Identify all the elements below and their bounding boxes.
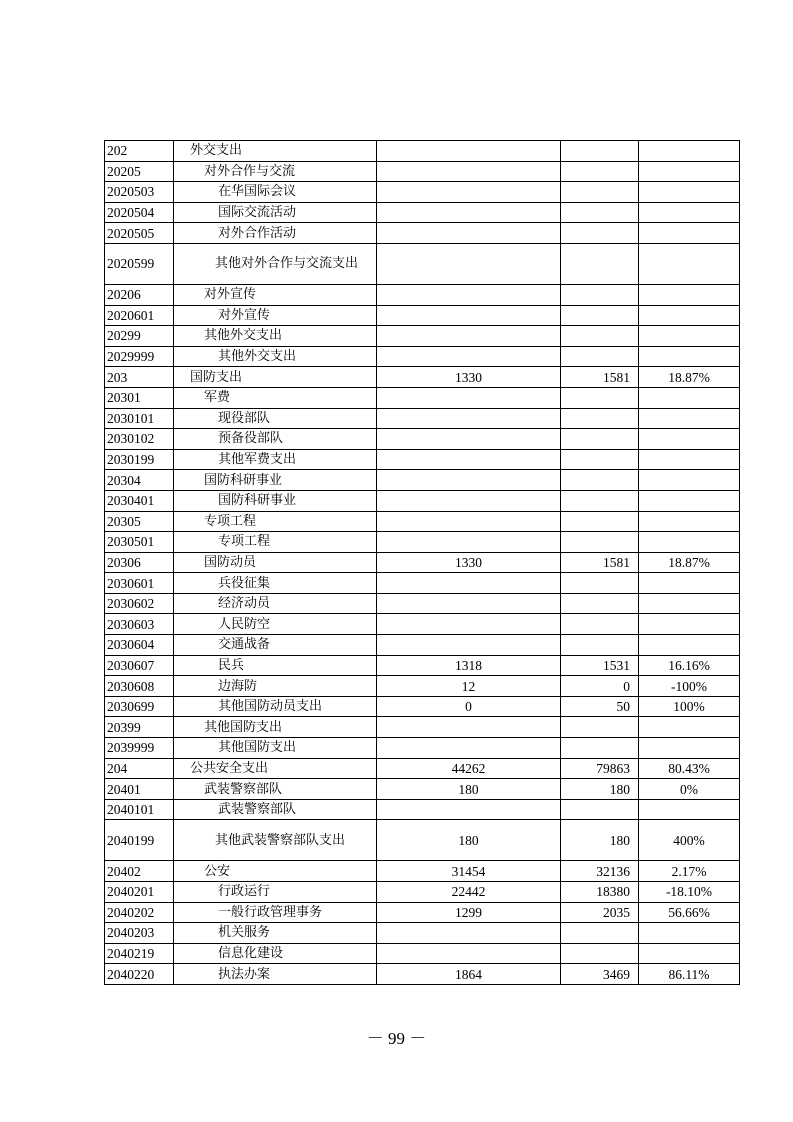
account-code-cell: 20401 xyxy=(105,779,174,800)
growth-rate-cell xyxy=(639,408,740,429)
amount-cell-prior xyxy=(377,284,561,305)
account-name-cell: 国防支出 xyxy=(174,367,377,388)
amount-cell-current xyxy=(561,470,639,491)
account-code-cell: 203 xyxy=(105,367,174,388)
growth-rate-cell: 400% xyxy=(639,820,740,861)
table-row xyxy=(105,882,740,903)
amount-cell-prior: 180 xyxy=(377,820,561,861)
account-code-cell: 2030601 xyxy=(105,573,174,594)
amount-cell-current xyxy=(561,614,639,635)
growth-rate-cell: 18.87% xyxy=(639,552,740,573)
growth-rate-cell xyxy=(639,738,740,759)
amount-cell-current xyxy=(561,490,639,511)
table-row xyxy=(105,408,740,429)
growth-rate-cell xyxy=(639,490,740,511)
account-name-cell: 专项工程 xyxy=(174,532,377,553)
amount-cell-prior xyxy=(377,141,561,162)
amount-cell-prior xyxy=(377,593,561,614)
growth-rate-cell xyxy=(639,614,740,635)
amount-cell-current xyxy=(561,717,639,738)
amount-cell-prior xyxy=(377,635,561,656)
account-code-cell: 2039999 xyxy=(105,738,174,759)
growth-rate-cell: 2.17% xyxy=(639,861,740,882)
table-row xyxy=(105,573,740,594)
table-row xyxy=(105,614,740,635)
table-row xyxy=(105,738,740,759)
account-name-cell: 其他军费支出 xyxy=(174,449,377,470)
account-name-cell: 其他国防支出 xyxy=(174,717,377,738)
account-code-cell: 2020503 xyxy=(105,182,174,203)
account-code-cell: 2030602 xyxy=(105,593,174,614)
amount-cell-prior: 22442 xyxy=(377,882,561,903)
amount-cell-prior xyxy=(377,429,561,450)
amount-cell-current: 0 xyxy=(561,676,639,697)
account-name-cell: 军费 xyxy=(174,387,377,408)
amount-cell-current: 50 xyxy=(561,696,639,717)
amount-cell-current xyxy=(561,429,639,450)
account-code-cell: 20304 xyxy=(105,470,174,491)
amount-cell-current: 32136 xyxy=(561,861,639,882)
account-code-cell: 2040201 xyxy=(105,882,174,903)
table-row xyxy=(105,223,740,244)
growth-rate-cell: 80.43% xyxy=(639,758,740,779)
amount-cell-prior xyxy=(377,738,561,759)
account-code-cell: 2030699 xyxy=(105,696,174,717)
page-number: － 99 － xyxy=(366,1029,427,1048)
account-name-text: 其他武装警察部队支出 xyxy=(215,832,346,848)
table-row xyxy=(105,655,740,676)
growth-rate-cell xyxy=(639,202,740,223)
amount-cell-current xyxy=(561,387,639,408)
account-code-cell: 2040202 xyxy=(105,902,174,923)
amount-cell-current xyxy=(561,408,639,429)
amount-cell-current xyxy=(561,182,639,203)
growth-rate-cell xyxy=(639,429,740,450)
amount-cell-prior: 180 xyxy=(377,779,561,800)
table-row xyxy=(105,923,740,944)
account-name-cell: 边海防 xyxy=(174,676,377,697)
account-name-cell: 民兵 xyxy=(174,655,377,676)
amount-cell-current xyxy=(561,635,639,656)
account-name-cell: 专项工程 xyxy=(174,511,377,532)
table-row xyxy=(105,861,740,882)
amount-cell-prior xyxy=(377,717,561,738)
account-name-cell: 武装警察部队 xyxy=(174,779,377,800)
account-name-cell: 国防动员 xyxy=(174,552,377,573)
amount-cell-current xyxy=(561,141,639,162)
amount-cell-prior xyxy=(377,943,561,964)
growth-rate-cell xyxy=(639,532,740,553)
table-row xyxy=(105,717,740,738)
amount-cell-current xyxy=(561,593,639,614)
growth-rate-cell: -18.10% xyxy=(639,882,740,903)
amount-cell-current xyxy=(561,532,639,553)
table-row xyxy=(105,943,740,964)
growth-rate-cell: -100% xyxy=(639,676,740,697)
account-code-cell: 20305 xyxy=(105,511,174,532)
amount-cell-current xyxy=(561,223,639,244)
growth-rate-cell xyxy=(639,799,740,820)
growth-rate-cell xyxy=(639,326,740,347)
amount-cell-prior xyxy=(377,161,561,182)
account-name-cell: 对外合作与交流 xyxy=(174,161,377,182)
amount-cell-current xyxy=(561,284,639,305)
account-code-cell: 2030199 xyxy=(105,449,174,470)
amount-cell-current: 18380 xyxy=(561,882,639,903)
amount-cell-current: 1531 xyxy=(561,655,639,676)
amount-cell-prior xyxy=(377,326,561,347)
amount-cell-prior xyxy=(377,223,561,244)
amount-cell-current: 1581 xyxy=(561,367,639,388)
table-row xyxy=(105,182,740,203)
growth-rate-cell xyxy=(639,141,740,162)
amount-cell-prior xyxy=(377,573,561,594)
amount-cell-prior: 31454 xyxy=(377,861,561,882)
amount-cell-current xyxy=(561,799,639,820)
table-row xyxy=(105,490,740,511)
amount-cell-prior xyxy=(377,387,561,408)
account-code-cell: 2030604 xyxy=(105,635,174,656)
amount-cell-prior: 1330 xyxy=(377,367,561,388)
account-code-cell: 2040199 xyxy=(105,820,174,861)
growth-rate-cell xyxy=(639,717,740,738)
growth-rate-cell xyxy=(639,223,740,244)
account-code-cell: 2030608 xyxy=(105,676,174,697)
account-code-cell: 202 xyxy=(105,141,174,162)
table-row xyxy=(105,799,740,820)
account-name-cell: 国防科研事业 xyxy=(174,490,377,511)
growth-rate-cell xyxy=(639,243,740,284)
account-name-cell: 国际交流活动 xyxy=(174,202,377,223)
growth-rate-cell xyxy=(639,470,740,491)
account-name-cell: 预备役部队 xyxy=(174,429,377,450)
table-row xyxy=(105,346,740,367)
growth-rate-cell: 0% xyxy=(639,779,740,800)
table-row xyxy=(105,902,740,923)
amount-cell-prior: 1330 xyxy=(377,552,561,573)
account-name-cell: 执法办案 xyxy=(174,964,377,985)
table-row xyxy=(105,552,740,573)
account-code-cell: 2040101 xyxy=(105,799,174,820)
table-row xyxy=(105,964,740,985)
amount-cell-current xyxy=(561,161,639,182)
account-code-cell: 2030501 xyxy=(105,532,174,553)
growth-rate-cell xyxy=(639,182,740,203)
account-code-cell: 20205 xyxy=(105,161,174,182)
table-row xyxy=(105,593,740,614)
account-name-cell: 其他外交支出 xyxy=(174,326,377,347)
table-row xyxy=(105,820,740,861)
growth-rate-cell xyxy=(639,943,740,964)
growth-rate-cell: 56.66% xyxy=(639,902,740,923)
amount-cell-prior: 1318 xyxy=(377,655,561,676)
table-row xyxy=(105,449,740,470)
table-row xyxy=(105,429,740,450)
amount-cell-current: 180 xyxy=(561,820,639,861)
account-name-cell: 现役部队 xyxy=(174,408,377,429)
amount-cell-current xyxy=(561,511,639,532)
amount-cell-prior xyxy=(377,799,561,820)
table-row xyxy=(105,326,740,347)
amount-cell-current: 2035 xyxy=(561,902,639,923)
account-name-cell: 其他国防支出 xyxy=(174,738,377,759)
account-name-cell: 其他外交支出 xyxy=(174,346,377,367)
amount-cell-prior xyxy=(377,614,561,635)
growth-rate-cell: 16.16% xyxy=(639,655,740,676)
account-code-cell: 2040220 xyxy=(105,964,174,985)
amount-cell-current xyxy=(561,943,639,964)
table-row xyxy=(105,387,740,408)
growth-rate-cell xyxy=(639,573,740,594)
account-name-cell: 人民防空 xyxy=(174,614,377,635)
amount-cell-prior xyxy=(377,346,561,367)
growth-rate-cell xyxy=(639,635,740,656)
amount-cell-current: 180 xyxy=(561,779,639,800)
amount-cell-current xyxy=(561,573,639,594)
account-name-cell: 公共安全支出 xyxy=(174,758,377,779)
table-row xyxy=(105,243,740,284)
growth-rate-cell: 18.87% xyxy=(639,367,740,388)
account-code-cell: 2020505 xyxy=(105,223,174,244)
table-row xyxy=(105,141,740,162)
account-name-cell: 交通战备 xyxy=(174,635,377,656)
amount-cell-current xyxy=(561,738,639,759)
account-code-cell: 20301 xyxy=(105,387,174,408)
account-code-cell: 2030401 xyxy=(105,490,174,511)
amount-cell-current xyxy=(561,923,639,944)
account-name-cell: 机关服务 xyxy=(174,923,377,944)
account-code-cell: 2030607 xyxy=(105,655,174,676)
amount-cell-prior xyxy=(377,470,561,491)
account-name-cell: 在华国际会议 xyxy=(174,182,377,203)
account-code-cell: 2030102 xyxy=(105,429,174,450)
budget-table xyxy=(104,140,740,985)
amount-cell-current: 3469 xyxy=(561,964,639,985)
amount-cell-current xyxy=(561,243,639,284)
account-name-cell: 经济动员 xyxy=(174,593,377,614)
account-code-cell: 2029999 xyxy=(105,346,174,367)
growth-rate-cell xyxy=(639,387,740,408)
growth-rate-cell xyxy=(639,305,740,326)
table-row xyxy=(105,367,740,388)
account-name-cell: 公安 xyxy=(174,861,377,882)
table-row xyxy=(105,161,740,182)
account-code-cell: 20299 xyxy=(105,326,174,347)
account-name-cell xyxy=(174,243,377,284)
table-row xyxy=(105,202,740,223)
amount-cell-prior xyxy=(377,202,561,223)
table-row xyxy=(105,284,740,305)
table-row xyxy=(105,635,740,656)
account-name-cell xyxy=(174,820,377,861)
account-code-cell: 2020504 xyxy=(105,202,174,223)
amount-cell-prior xyxy=(377,408,561,429)
amount-cell-prior xyxy=(377,243,561,284)
growth-rate-cell xyxy=(639,284,740,305)
amount-cell-prior: 12 xyxy=(377,676,561,697)
amount-cell-prior: 0 xyxy=(377,696,561,717)
account-code-cell: 2030603 xyxy=(105,614,174,635)
amount-cell-current xyxy=(561,305,639,326)
table-row xyxy=(105,305,740,326)
growth-rate-cell xyxy=(639,449,740,470)
growth-rate-cell xyxy=(639,161,740,182)
account-name-cell: 对外宣传 xyxy=(174,305,377,326)
amount-cell-prior xyxy=(377,532,561,553)
account-code-cell: 204 xyxy=(105,758,174,779)
account-code-cell: 20206 xyxy=(105,284,174,305)
amount-cell-prior xyxy=(377,490,561,511)
account-name-cell: 行政运行 xyxy=(174,882,377,903)
table-row xyxy=(105,532,740,553)
account-code-cell: 2020599 xyxy=(105,243,174,284)
growth-rate-cell xyxy=(639,511,740,532)
amount-cell-current xyxy=(561,326,639,347)
table-row xyxy=(105,779,740,800)
account-name-cell: 一般行政管理事务 xyxy=(174,902,377,923)
amount-cell-current: 79863 xyxy=(561,758,639,779)
account-code-cell: 20402 xyxy=(105,861,174,882)
account-name-cell: 对外宣传 xyxy=(174,284,377,305)
amount-cell-prior: 44262 xyxy=(377,758,561,779)
account-name-cell: 对外合作活动 xyxy=(174,223,377,244)
amount-cell-prior xyxy=(377,449,561,470)
account-code-cell: 20399 xyxy=(105,717,174,738)
account-name-cell: 信息化建设 xyxy=(174,943,377,964)
growth-rate-cell xyxy=(639,593,740,614)
amount-cell-prior xyxy=(377,182,561,203)
amount-cell-current xyxy=(561,202,639,223)
account-name-cell: 国防科研事业 xyxy=(174,470,377,491)
table-row xyxy=(105,758,740,779)
account-name-cell: 外交支出 xyxy=(174,141,377,162)
table-row xyxy=(105,696,740,717)
growth-rate-cell xyxy=(639,923,740,944)
account-name-cell: 兵役征集 xyxy=(174,573,377,594)
account-name-text: 其他对外合作与交流支出 xyxy=(215,256,359,272)
amount-cell-prior xyxy=(377,923,561,944)
amount-cell-prior: 1299 xyxy=(377,902,561,923)
account-code-cell: 2040219 xyxy=(105,943,174,964)
growth-rate-cell xyxy=(639,346,740,367)
amount-cell-current xyxy=(561,346,639,367)
account-code-cell: 2040203 xyxy=(105,923,174,944)
amount-cell-current xyxy=(561,449,639,470)
account-code-cell: 2030101 xyxy=(105,408,174,429)
amount-cell-current: 1581 xyxy=(561,552,639,573)
table-row xyxy=(105,470,740,491)
table-body xyxy=(105,141,740,985)
account-code-cell: 20306 xyxy=(105,552,174,573)
table-row xyxy=(105,676,740,697)
table-row xyxy=(105,511,740,532)
account-name-cell: 其他国防动员支出 xyxy=(174,696,377,717)
growth-rate-cell: 86.11% xyxy=(639,964,740,985)
growth-rate-cell: 100% xyxy=(639,696,740,717)
account-name-cell: 武装警察部队 xyxy=(174,799,377,820)
account-code-cell: 2020601 xyxy=(105,305,174,326)
amount-cell-prior xyxy=(377,511,561,532)
amount-cell-prior xyxy=(377,305,561,326)
amount-cell-prior: 1864 xyxy=(377,964,561,985)
